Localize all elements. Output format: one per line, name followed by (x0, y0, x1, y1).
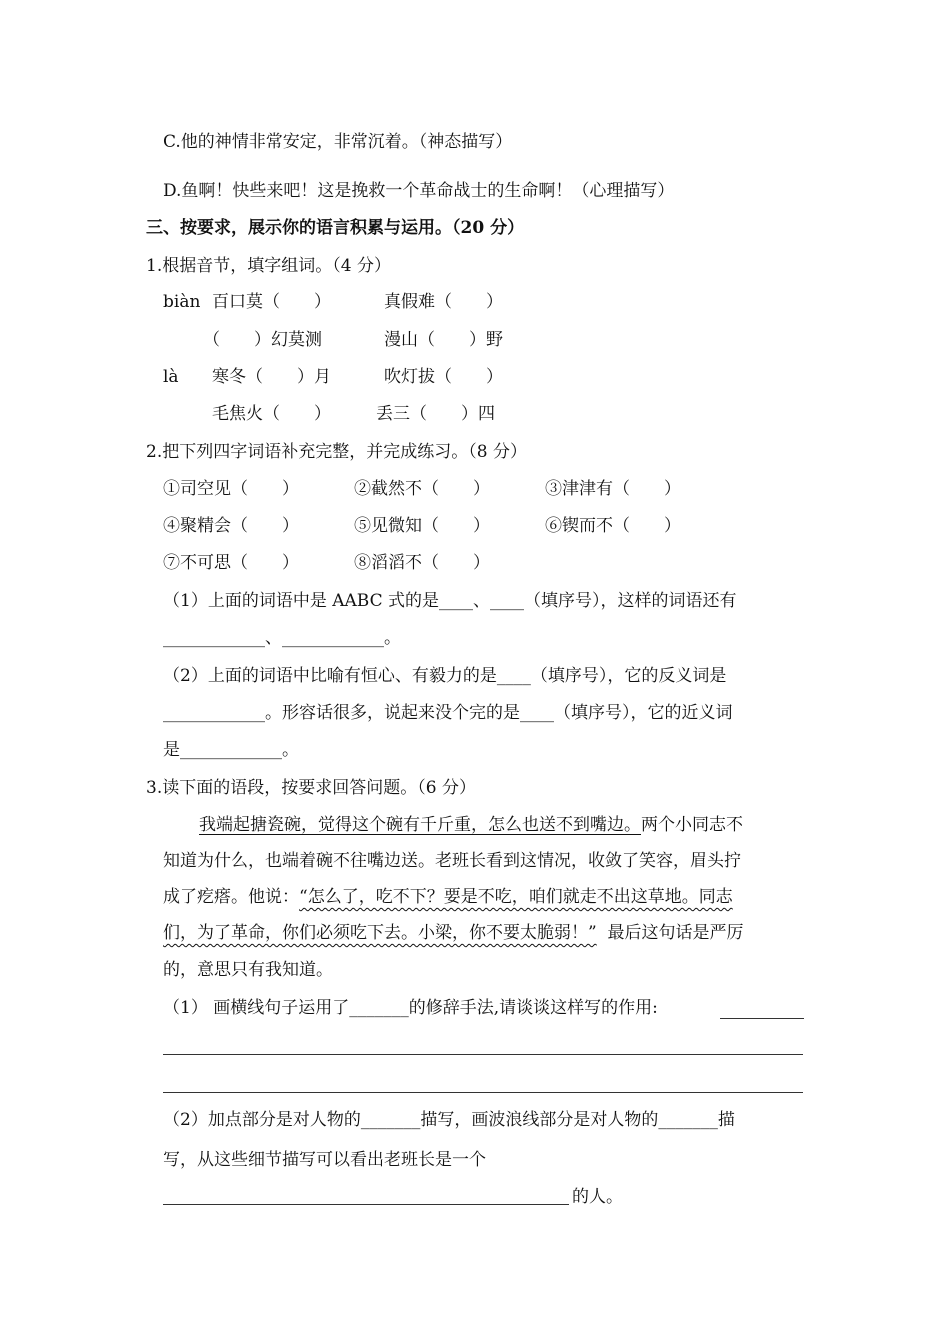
passage-line-1 (199, 815, 743, 835)
idiom-4: ④聚精会（ ） (163, 516, 299, 536)
wavy-underlined-speech: “怎么了，吃不下？要是不吃，咱们就走不出这草地。同志 (299, 887, 733, 907)
section-3-title: 三、按要求，展示你的语言积累与运用。（20 分） (146, 218, 525, 238)
q2-sub2-line1: （2）上面的词语中比喻有恒心、有毅力的是____（填序号），它的反义词是 (163, 666, 727, 686)
passage-line-2: 知道为什么，也端着碗不往嘴边送。老班长看到这情况，收敛了笑容，眉头拧 (163, 851, 741, 871)
wavy-underlined-speech: 们，为了革命，你们必须吃下去。小梁，你不要太脆弱！” (163, 923, 597, 943)
answer-line[interactable] (163, 1092, 803, 1093)
q2-title: 2.把下列四字词语补充完整，并完成练习。（8 分） (146, 442, 527, 462)
choice-c: C.他的神情非常安定，非常沉着。（神态描写） (163, 132, 513, 152)
q2-sub1-line2: ____________、____________。 (163, 628, 401, 648)
word-la-3: 毛焦火（ ） (212, 404, 331, 424)
answer-line[interactable] (163, 1054, 803, 1055)
q2-sub1-line1: （1）上面的词语中是 AABC 式的是____、____（填序号），这样的词语还有 (163, 591, 737, 611)
passage-text: 成了疙瘩。他说： (163, 887, 299, 907)
passage-line-4 (163, 923, 744, 943)
word-la-1: 寒冬（ ）月 (212, 367, 331, 387)
word-bian-4: 漫山（ ）野 (384, 330, 503, 350)
q3-sub1: （1） 画横线句子运用了_______的修辞手法,请谈谈这样写的作用: (163, 998, 658, 1018)
idiom-6: ⑥锲而不（ ） (545, 516, 681, 536)
underlined-sentence: 我端起搪瓷碗，觉得这个碗有千斤重，怎么也送不到嘴边。 (199, 815, 641, 835)
q2-sub2-line3: 是____________。 (163, 740, 299, 760)
word-la-4: 丢三（ ）四 (376, 404, 495, 424)
passage-text: 两个小同志不 (641, 815, 743, 835)
q3-title: 3.读下面的语段，按要求回答问题。（6 分） (146, 778, 476, 798)
q3-sub2-line3: 的人。 (572, 1187, 623, 1207)
idiom-1: ①司空见（ ） (163, 479, 299, 499)
idiom-5: ⑤见微知（ ） (354, 516, 490, 536)
passage-text: 最后这句话是严厉 (596, 923, 744, 943)
idiom-7: ⑦不可思（ ） (163, 553, 299, 573)
pinyin-bian: biàn (163, 292, 201, 312)
idiom-3: ③津津有（ ） (545, 479, 681, 499)
q3-sub2-line2: 写，从这些细节描写可以看出老班长是一个 (163, 1150, 486, 1170)
idiom-2: ②截然不（ ） (354, 479, 490, 499)
word-bian-1: 百口莫（ ） (212, 292, 331, 312)
q3-sub2-line1: （2）加点部分是对人物的_______描写，画波浪线部分是对人物的_______描 (163, 1110, 735, 1130)
q1-title: 1.根据音节，填字组词。（4 分） (146, 256, 391, 276)
q2-sub2-line2: ____________。形容话很多，说起来没个完的是____（填序号），它的近义词 (163, 703, 733, 723)
word-bian-3: （ ）幻莫测 (203, 330, 322, 350)
idiom-8: ⑧滔滔不（ ） (354, 553, 490, 573)
passage-line-5: 的，意思只有我知道。 (163, 960, 333, 980)
passage-line-3 (163, 887, 733, 907)
word-bian-2: 真假难（ ） (384, 292, 503, 312)
word-la-2: 吹灯拔（ ） (384, 367, 503, 387)
choice-d: D.鱼啊！快些来吧！这是挽救一个革命战士的生命啊！（心理描写） (163, 181, 675, 201)
pinyin-la: là (163, 367, 179, 387)
answer-line[interactable] (163, 1204, 569, 1205)
answer-line[interactable] (720, 1018, 804, 1019)
